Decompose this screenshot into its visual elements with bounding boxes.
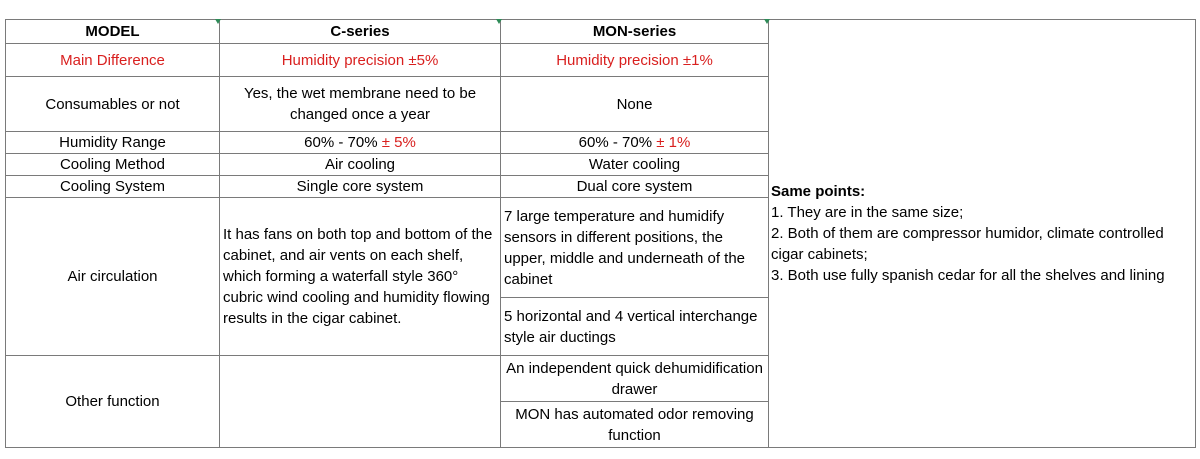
label-humidity-range: Humidity Range: [6, 132, 220, 154]
mon-humidity-range: [501, 132, 769, 154]
header-model: MODEL: [6, 20, 220, 44]
mon-humidity-base: 60% - 70%: [578, 134, 657, 151]
mon-main-difference: Humidity precision ±1%: [501, 44, 769, 77]
c-humidity-base: 60% - 70%: [304, 134, 382, 151]
same-points-cell: [769, 20, 1196, 448]
c-humidity-tolerance: ± 5%: [381, 134, 416, 151]
cell-comment-marker: [496, 19, 502, 24]
header-row: [6, 20, 1196, 44]
mon-odor-removing: MON has automated odor removing function: [501, 402, 769, 448]
same-point-item: 3. Both use fully spanish cedar for all the shelves and lining: [771, 267, 1165, 284]
c-cooling-method: Air cooling: [220, 154, 501, 176]
same-point-item: 1. They are in the same size;: [771, 204, 964, 221]
header-mon-series: MON-series: [501, 20, 769, 44]
same-points-title: Same points:: [771, 183, 866, 200]
cell-comment-marker: [215, 19, 221, 24]
label-other-function: Other function: [6, 356, 220, 448]
c-other-function: [220, 356, 501, 448]
mon-air-circulation-ducting: 5 horizontal and 4 vertical interchange style air ductings: [501, 298, 769, 356]
mon-cooling-system: Dual core system: [501, 176, 769, 198]
mon-cooling-method: Water cooling: [501, 154, 769, 176]
label-consumables: Consumables or not: [6, 77, 220, 132]
header-c-series: C-series: [220, 20, 501, 44]
c-main-difference: Humidity precision ±5%: [220, 44, 501, 77]
mon-air-circulation-sensors: 7 large temperature and humidify sensors in different positions, the upper, middle and underneath of the cabinet: [501, 198, 769, 298]
label-cooling-system: Cooling System: [6, 176, 220, 198]
mon-dehumidification-drawer: An independent quick dehumidification drawer: [501, 356, 769, 402]
same-point-item: 2. Both of them are compressor humidor, climate controlled cigar cabinets;: [771, 225, 1164, 263]
comparison-table: [5, 19, 1196, 448]
c-humidity-range: [220, 132, 501, 154]
c-air-circulation: It has fans on both top and bottom of the cabinet, and air vents on each shelf, which forming a waterfall style 360° cubric wind cooling and humidity flowing results in the cigar cabinet.: [220, 198, 501, 356]
mon-humidity-tolerance: ± 1%: [656, 134, 691, 151]
label-air-circulation: Air circulation: [6, 198, 220, 356]
label-main-difference: Main Difference: [6, 44, 220, 77]
c-cooling-system: Single core system: [220, 176, 501, 198]
c-consumables: Yes, the wet membrane need to be changed once a year: [220, 77, 501, 132]
label-cooling-method: Cooling Method: [6, 154, 220, 176]
cell-comment-marker: [764, 19, 770, 24]
mon-consumables: None: [501, 77, 769, 132]
